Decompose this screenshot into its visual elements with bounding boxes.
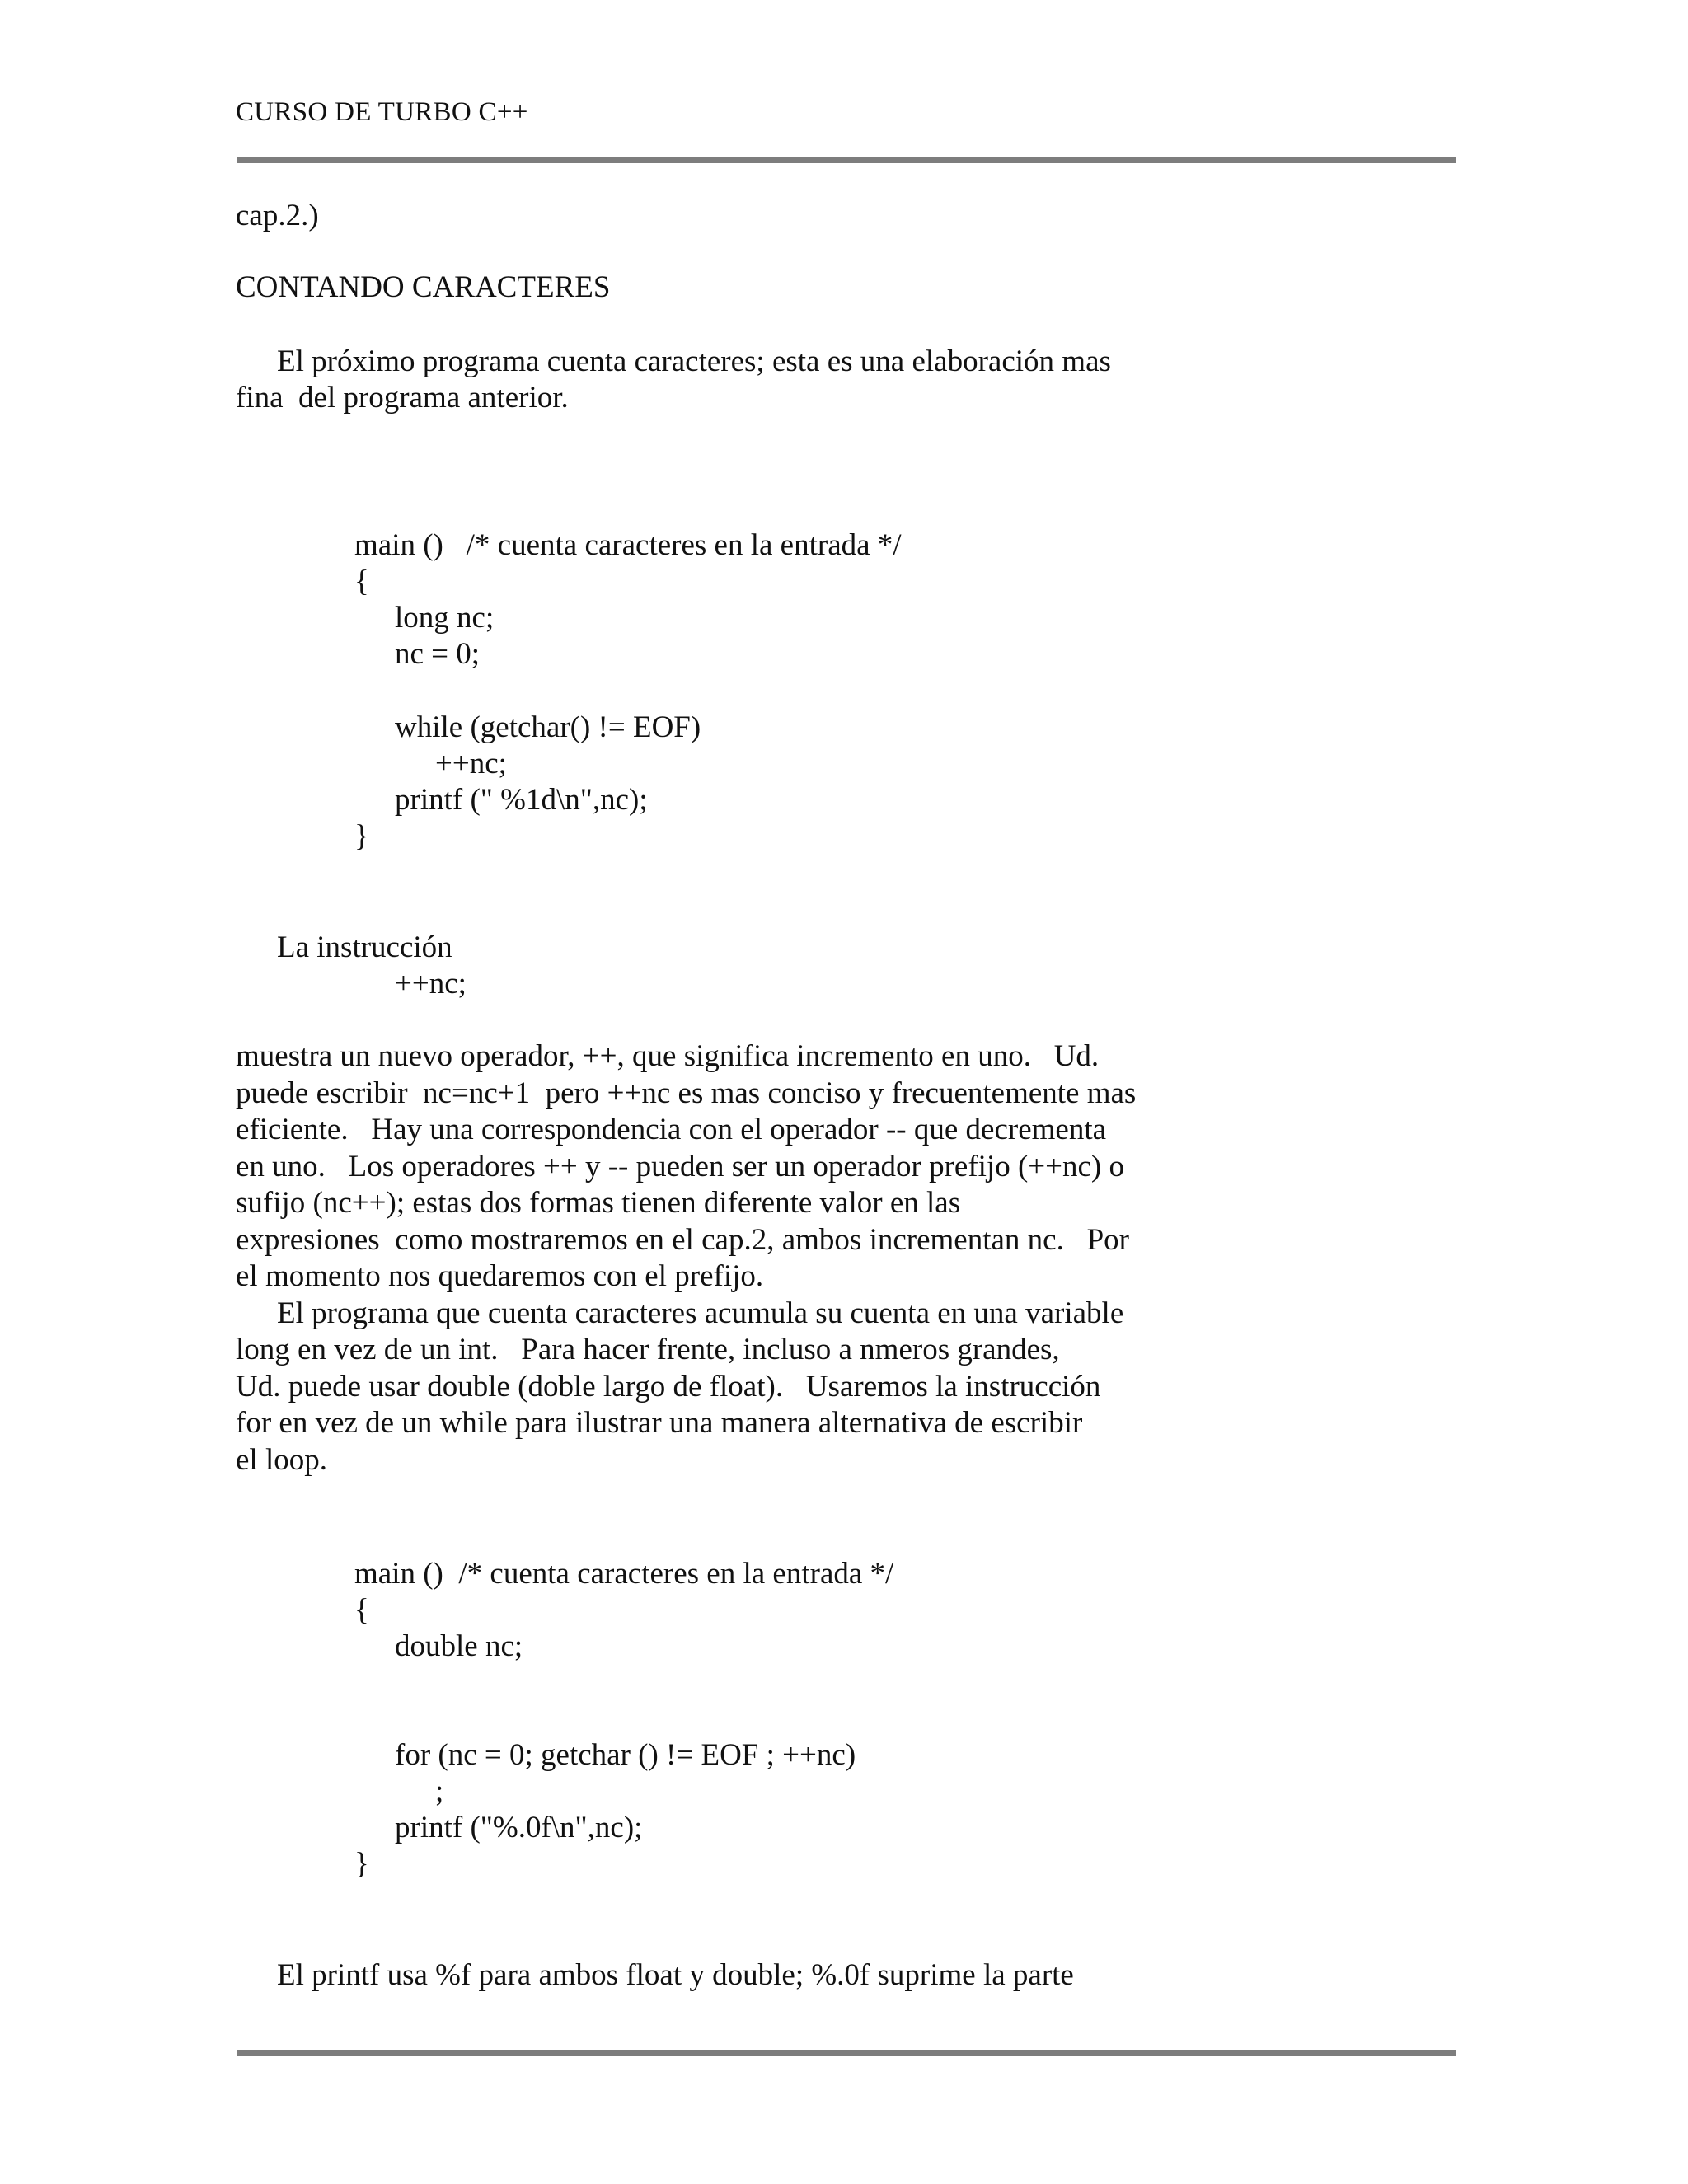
text-line: el momento nos quedaremos con el prefijo.	[236, 1259, 764, 1293]
code-line: ++nc;	[435, 747, 507, 780]
footer-rule	[237, 2050, 1456, 2056]
chapter-reference: cap.2.)	[236, 199, 319, 232]
code-line: {	[354, 1593, 369, 1627]
text-line: expresiones como mostraremos en el cap.2, ambos incrementan nc. Por	[236, 1223, 1129, 1257]
code-line: double nc;	[395, 1629, 523, 1663]
text-line: El programa que cuenta caracteres acumula su cuenta en una variable	[277, 1296, 1124, 1330]
text-line: en uno. Los operadores ++ y -- pueden ser un operador prefijo (++nc) o	[236, 1150, 1125, 1183]
code-line: printf ("%.0f\n",nc);	[395, 1811, 643, 1844]
text-line: puede escribir nc=nc+1 pero ++nc es mas conciso y frecuentemente mas	[236, 1076, 1137, 1110]
code-line: long nc;	[395, 601, 495, 635]
intro-line-1: El próximo programa cuenta caracteres; esta es una elaboración mas	[277, 344, 1111, 378]
code-line: }	[354, 819, 369, 853]
text-line: muestra un nuevo operador, ++, que significa incremento en uno. Ud.	[236, 1039, 1100, 1073]
closing-line: El printf usa %f para ambos float y double; %.0f suprime la parte	[277, 1958, 1074, 1992]
page-header-title: CURSO DE TURBO C++	[236, 97, 528, 127]
code-line: main () /* cuenta caracteres en la entrada */	[354, 1557, 894, 1591]
code-line: printf (" %1d\n",nc);	[395, 783, 648, 817]
instruction-label: La instrucción	[277, 930, 452, 964]
code-line: for (nc = 0; getchar () != EOF ; ++nc)	[395, 1738, 856, 1772]
code-line: ;	[435, 1774, 444, 1808]
code-line: main () /* cuenta caracteres en la entrada */	[354, 528, 902, 562]
header-rule	[237, 157, 1456, 163]
code-line: nc = 0;	[395, 637, 481, 671]
code-line: while (getchar() != EOF)	[395, 710, 701, 744]
code-line: {	[354, 565, 369, 598]
intro-line-2: fina del programa anterior.	[236, 381, 569, 415]
text-line: sufijo (nc++); estas dos formas tienen diferente valor en las	[236, 1186, 961, 1220]
code-line: }	[354, 1847, 369, 1881]
text-line: for en vez de un while para ilustrar una manera alternativa de escribir	[236, 1406, 1083, 1440]
text-line: Ud. puede usar double (doble largo de float). Usaremos la instrucción	[236, 1370, 1101, 1404]
instruction-code: ++nc;	[395, 967, 467, 1001]
section-title: CONTANDO CARACTERES	[236, 270, 611, 304]
text-line: el loop.	[236, 1443, 327, 1477]
text-line: long en vez de un int. Para hacer frente, incluso a nmeros grandes,	[236, 1333, 1060, 1366]
text-line: eficiente. Hay una correspondencia con el operador -- que decrementa	[236, 1113, 1107, 1146]
